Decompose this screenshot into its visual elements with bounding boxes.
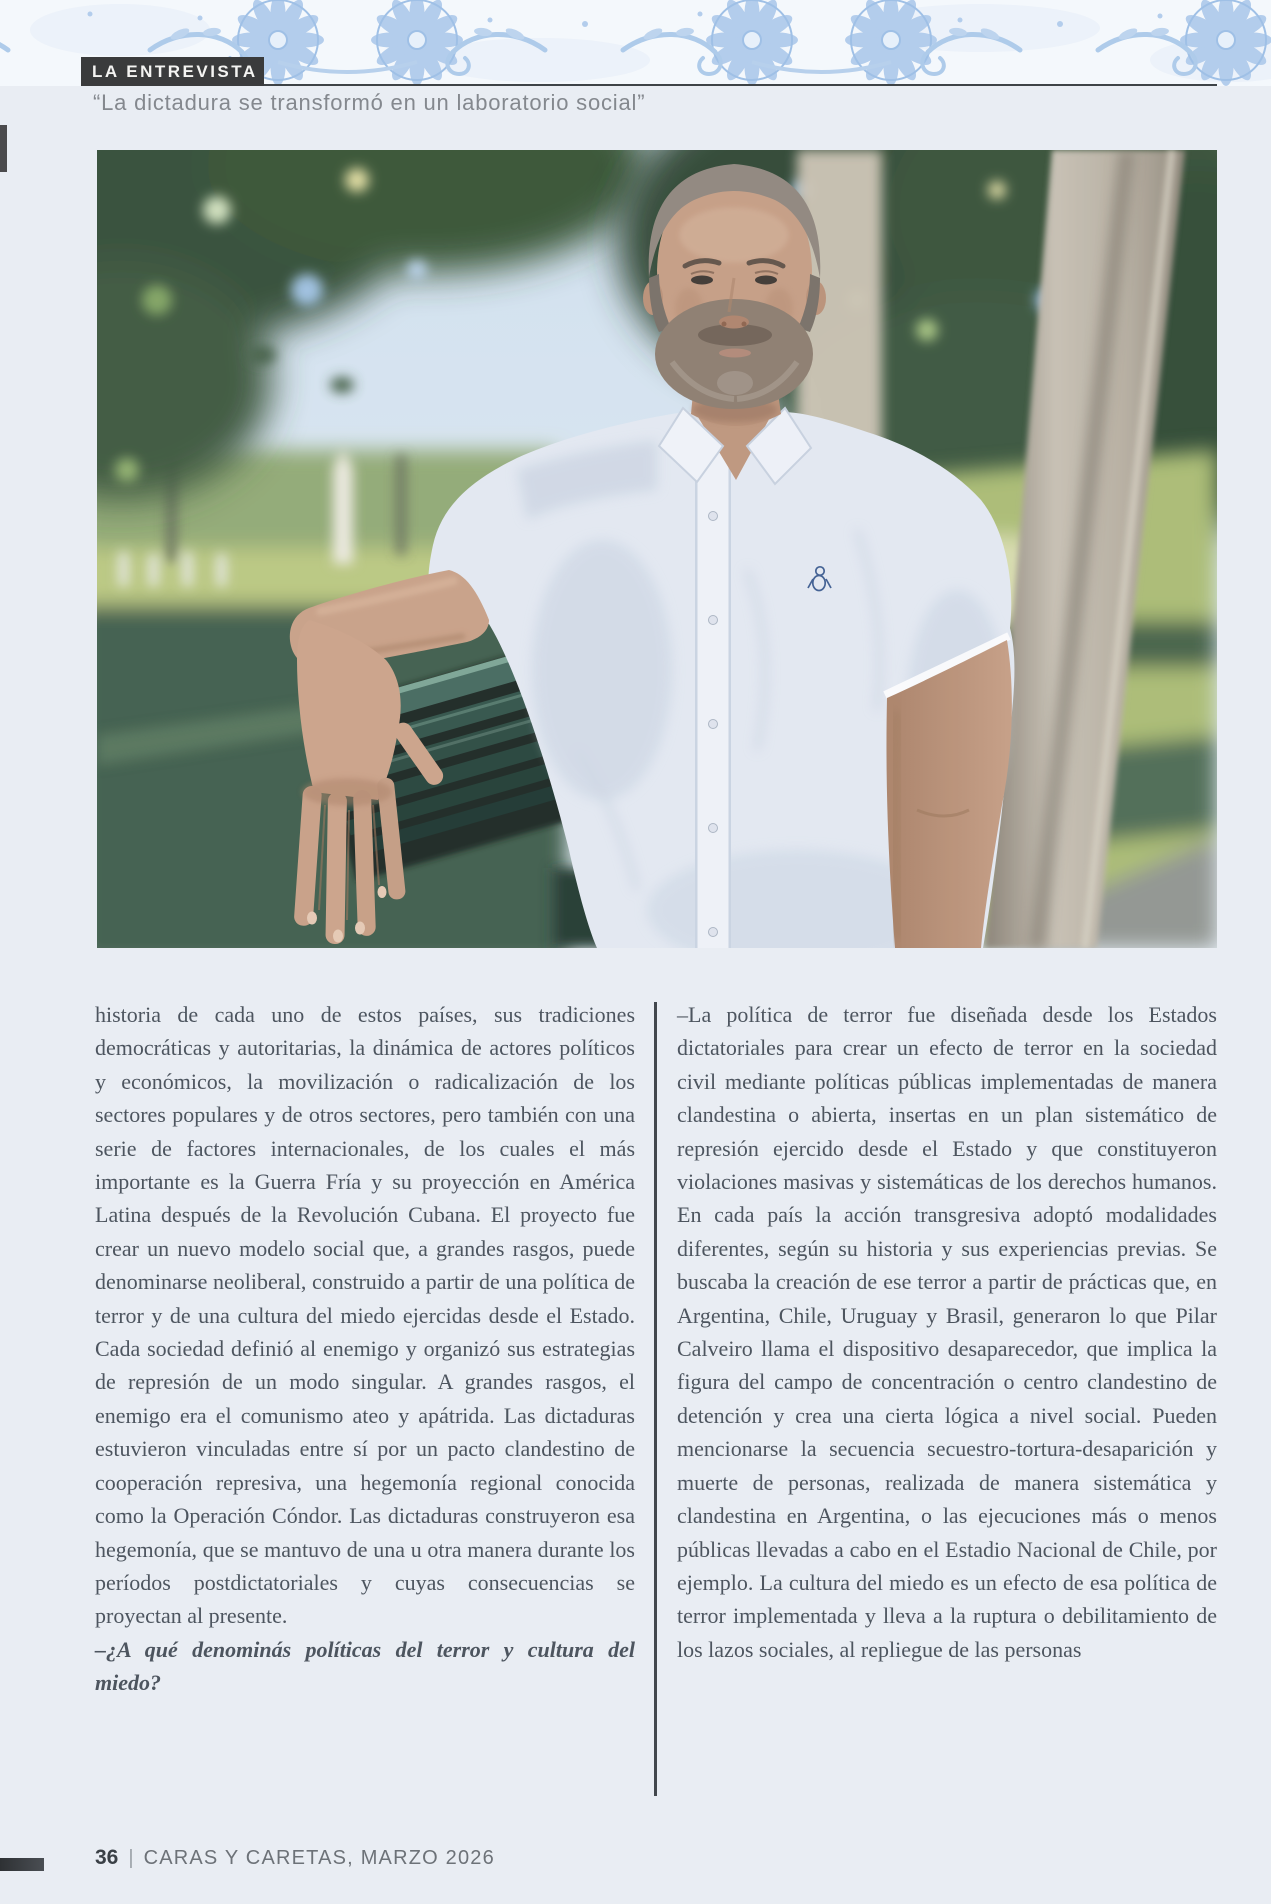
section-label [81,57,264,86]
column-divider [654,1002,657,1796]
page-footer [95,1846,495,1870]
headline: “La dictadura se transformó en un laboratorio social” [93,90,646,115]
page-number: 36 [95,1846,119,1869]
page-edge-tab [0,125,7,172]
footer-separator: | [128,1847,134,1869]
article-column-left [95,998,635,1700]
article-column-right [677,998,1217,1666]
magazine-issue: CARAS Y CARETAS, MARZO 2026 [143,1847,495,1869]
park-portrait-art [97,150,1217,948]
scan-wash [97,150,1217,948]
interview-photo [97,150,1217,948]
article-paragraph-right: –La política de terror fue diseñada desde los Estados dictatoriales para crear un efecto de terror en la sociedad civil mediante políticas públicas implementadas de manera clandestina o abierta, insertas en un plan sistemático de represión ejercido desde el Estado y que constituyeron violaciones masivas y sistemáticas de los derechos humanos. En cada país la acción transgresiva adoptó modalidades diferentes, según su historia y sus experiencias previas. Se buscaba la creación de ese terror a partir de prácticas que, en Argentina, Chile, Uruguay y Brasil, generaron lo que Pilar Calveiro llama el dispositivo desaparecedor, que implica la figura del campo de concentración o centro clandestino de detención y crea una cierta lógica a nivel social. Pueden mencionarse la secuencia secuestro-tortura-desaparición y muerte de personas, realizada de manera sistemática y clandestina en Argentina, o las ejecuciones más o menos públicas llevadas a cabo en el Estadio Nacional de Chile, por ejemplo. La cultura del miedo es un efecto de esa política de terror implementada y lleva a la ruptura o debilitamiento de los lazos sociales, al repliegue de las personas [677,1002,1217,1662]
interview-question: –¿A qué denominás políticas del terror y cultura del miedo? [95,1636,635,1696]
section-label-text: LA ENTREVISTA [92,62,258,81]
footer-edge-bar [0,1858,44,1871]
article-paragraph-left: historia de cada uno de estos países, sus tradiciones democráticas y autoritarias, la dinámica de actores políticos y económicos, la movilización o radicalización de los sectores populares y de otros sectores, pero también con una serie de factores internacionales, de los cuales el más importante es la Guerra Fría y su proyección en América Latina después de la Revolución Cubana. El proyecto fue crear un nuevo modelo social que, a grandes rasgos, puede denominarse neoliberal, construido a partir de una política de terror y de una cultura del miedo ejercidas desde el Estado. Cada sociedad definió al enemigo y organizó sus estrategias de represión de un modo singular. A grandes rasgos, el enemigo era el comunismo ateo y apátrida. Las dictaduras estuvieron vinculadas entre sí por un pacto clandestino de cooperación represiva, una hegemonía regional conocida como la Operación Cóndor. Las dictaduras construyeron esa hegemonía, que se mantuvo de una u otra manera durante los períodos postdictatoriales y cuyas consecuencias se proyectan al presente. [95,1002,635,1629]
